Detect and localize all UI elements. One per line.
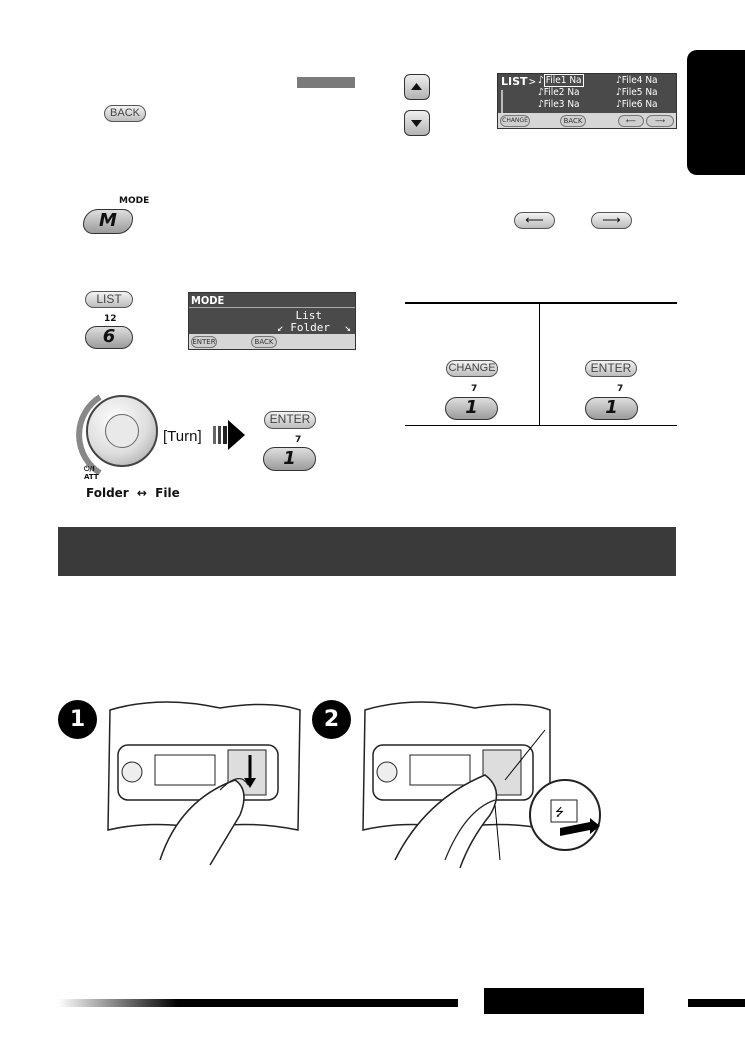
left-arrow-button[interactable] — [514, 212, 555, 229]
list-display-title: LIST — [501, 75, 528, 88]
right-arrow-button[interactable] — [591, 212, 632, 229]
back-button[interactable]: BACK — [104, 105, 146, 122]
table-bottom-rule — [405, 425, 677, 426]
usb-connect-illustration — [355, 690, 605, 875]
turn-label: [Turn] — [163, 428, 202, 445]
mode-soft-back: BACK — [251, 336, 277, 348]
mode-display — [188, 292, 356, 350]
enter-button-b[interactable]: ENTER — [585, 360, 637, 377]
folder-label: Folder — [86, 486, 129, 500]
arrow-icon: ↙ — [277, 321, 284, 334]
step-2-circle: 2 — [312, 700, 351, 739]
music-note-icon: ♪ — [538, 87, 544, 98]
arrow-right-icon: ⟶ — [602, 212, 621, 227]
file-list-left — [538, 75, 584, 111]
change-button[interactable]: CHANGE — [446, 360, 498, 377]
preset-1-button-c[interactable]: 1 — [585, 397, 638, 420]
triangle-up-icon — [405, 75, 428, 98]
file-item: ♪ File1 Na — [538, 75, 582, 86]
folder-file-row — [86, 486, 180, 500]
file-item: ♪File5 Na — [616, 87, 658, 98]
file-item: ♪File6 Na — [616, 99, 658, 110]
triangle-down-icon — [405, 111, 428, 134]
music-note-icon: ♪ — [616, 87, 622, 98]
detach-panel-illustration — [100, 690, 305, 870]
mode-display-title: MODE — [191, 294, 225, 307]
enter-button[interactable]: ENTER — [264, 411, 316, 429]
table-mid-rule — [539, 303, 540, 426]
num7-label-a: 7 — [295, 435, 302, 445]
preset-6-button[interactable]: 6 — [85, 326, 133, 349]
list-soft-left-arrow: ⟵ — [618, 115, 644, 127]
file-item: ♪File4 Na — [616, 75, 658, 86]
music-note-icon: ♪ — [616, 99, 622, 110]
double-arrow-icon: ↔ — [136, 486, 147, 500]
power-label: ⏻/I — [84, 465, 95, 473]
file-item: ♪File2 Na — [538, 87, 580, 98]
section-banner — [58, 527, 676, 576]
mode-button[interactable]: M — [83, 209, 133, 234]
svg-text:⭍: ⭍ — [555, 806, 565, 819]
music-note-icon: ♪ — [538, 99, 544, 110]
down-button[interactable] — [404, 110, 430, 136]
num7-label-c: 7 — [617, 384, 624, 394]
file-item: ♪File3 Na — [538, 99, 580, 110]
right-arrow-icon — [213, 418, 245, 452]
list-display — [497, 73, 677, 129]
grey-marker-block — [297, 77, 355, 88]
music-note-icon: ♪ — [538, 75, 544, 86]
mode-display-line2: Folder — [290, 321, 330, 334]
num7-label-b: 7 — [471, 384, 478, 394]
music-note-icon: ♪ — [616, 75, 622, 86]
preset-1-button-a[interactable]: 1 — [263, 447, 316, 471]
language-side-tab — [687, 50, 745, 175]
preset-1-button-b[interactable]: 1 — [445, 397, 498, 420]
att-label: ATT — [84, 473, 99, 481]
step-1-circle: 1 — [58, 700, 97, 739]
file-list-right — [616, 75, 658, 111]
footer-page-box — [484, 988, 644, 1014]
list-soft-right-arrow: ⟶ — [646, 115, 674, 127]
chevron-right-icon: > — [529, 75, 536, 88]
mode-soft-enter: ENTER — [192, 338, 216, 346]
up-button[interactable] — [404, 74, 430, 100]
num12-label: 12 — [104, 314, 117, 324]
mode-display-line1: List — [295, 309, 322, 322]
table-top-rule — [405, 302, 677, 304]
list-soft-change: CHANGE — [500, 115, 530, 127]
mode-small-label: MODE — [119, 196, 150, 206]
footer-bar-left — [58, 999, 458, 1007]
arrow-down-icon: ↘ — [344, 321, 351, 334]
list-soft-back: BACK — [560, 115, 586, 127]
arrow-left-icon: ⟵ — [525, 212, 544, 227]
list-button[interactable]: LIST — [85, 291, 133, 308]
footer-bar-right — [688, 999, 745, 1007]
file-label: File — [155, 486, 180, 500]
